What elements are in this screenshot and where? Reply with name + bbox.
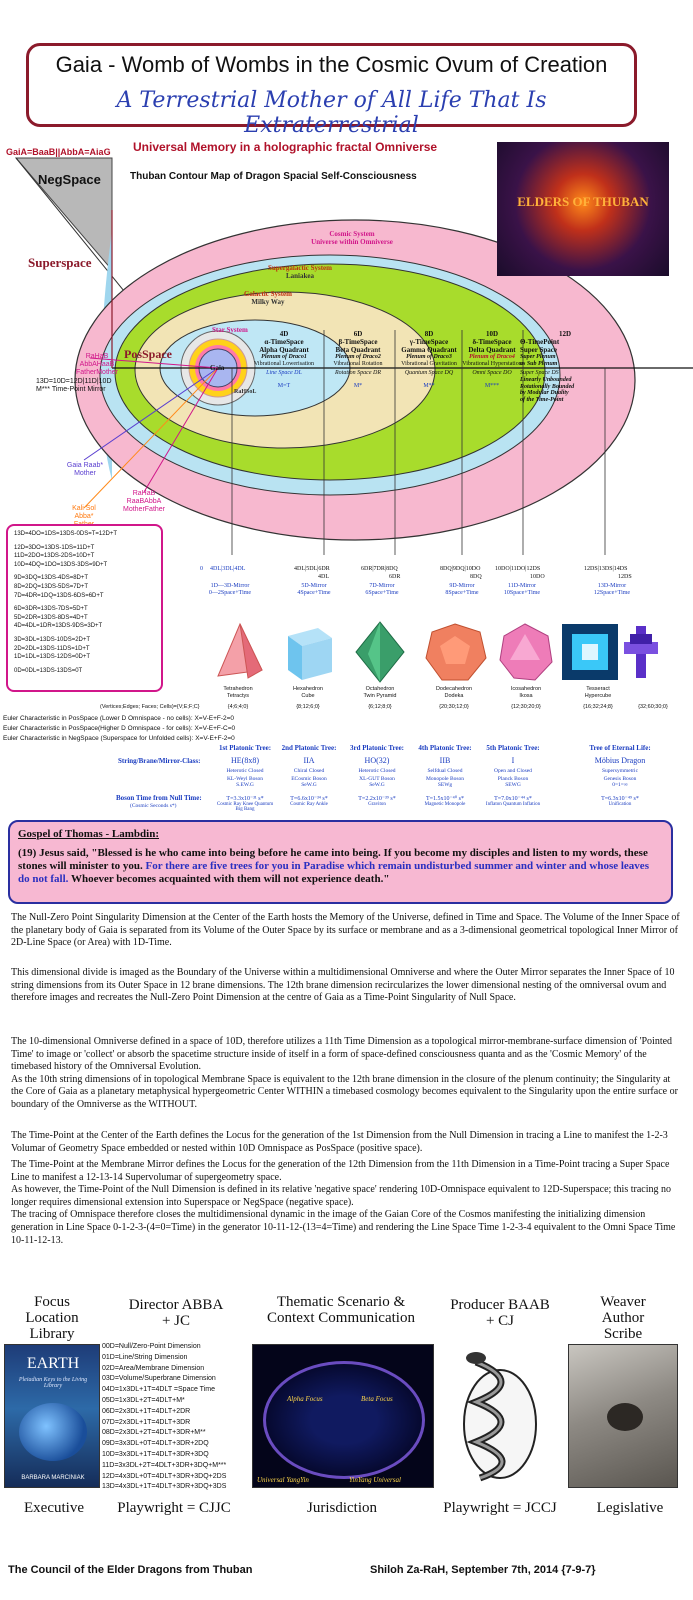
mirror-1: 1D—3D-Mirror 0—2Space+Time: [208, 583, 252, 596]
axis-sub-6: 12DS: [618, 574, 632, 580]
col-heading-producer: Producer BAAB + CJ: [450, 1297, 550, 1329]
gospel-box: [8, 820, 673, 904]
col-heading-thematic: Thematic Scenario & Context Communication: [267, 1294, 415, 1326]
yangyin-label: Universal YangYin: [257, 1476, 309, 1484]
posspace-label: PosSpace: [124, 347, 172, 361]
page-title: Gaia - Womb of Wombs in the Cosmic Ovum of Creation: [55, 52, 608, 77]
axis-tick-0: 0: [200, 566, 203, 572]
label-legislative: Legislative: [596, 1500, 664, 1516]
eq-line: 0D=0DL=13DS-13DS=0T: [14, 667, 83, 674]
eq-line: 4D=4DL=1DR=13DS-9DS=3D+T: [14, 623, 103, 630]
axis-sub-3: 6DR: [389, 574, 401, 580]
axis-tick-4: 8DQ|9DQ|10DO: [440, 566, 481, 572]
axis-sub-2: 4DL: [318, 574, 329, 580]
hypercross-shape: [624, 626, 658, 678]
region-star: Star System: [212, 326, 248, 334]
platonic-solids: [210, 620, 680, 684]
elders-logo-image: [497, 142, 669, 276]
eq-line: 13D=4DO=1DS=13DS-0DS=T=12D+T: [14, 531, 118, 537]
raisol-label: RaHSoL: [234, 389, 257, 395]
quadrant-alpha: 4D α-TimeSpace Alpha Quadrant Plenum of Draco1 Vibrational Lowerisation Line Space DL M=T: [253, 330, 315, 389]
footer-right: Shiloh Za-RaH, September 7th, 2014 {7-9-7}: [370, 1564, 596, 1576]
axis-tick-6: 12DS|13DS|14DS: [584, 566, 628, 572]
negspace-label: NegSpace: [38, 172, 101, 187]
quadrant-beta: 6D β-TimeSpace Beta Quadrant Plenum of Draco2 Vibrational Rotation Rotation Space DR M*: [333, 330, 383, 389]
paragraph-2: This dimensional divide is imaged as the Boundary of the Universe within a multidimensional Omniverse and where the Outer Mirror separates the Inner Space of 10 string dimensions from its Outer Space in 12 brane dimensions. The 12th brane dimension recircularizes the lower dimensional nesting of the omniversal ovum and therefore images and recreates the Null-Zero Point Dimension at the centre of Gaia as a Time-Point Singularity of Null Space.: [11, 967, 675, 1004]
map-heading-red: Universal Memory in a holographic fractal Omniverse: [133, 140, 438, 154]
vertices-label: (Vertices;Edges; Faces; Cells)={V;E;F;C}: [100, 704, 200, 710]
eq-line: 11D=2DO=13DS-2DS=10D+T: [14, 553, 95, 560]
gaia-raab-label: Gaia Raab* Mother: [66, 462, 104, 478]
label-playwright-cjjc: Playwright = CJJC: [117, 1500, 231, 1516]
superspace-label: Superspace: [28, 255, 92, 270]
col-heading-director: Director ABBA + JC: [128, 1297, 224, 1329]
dodecahedron-shape: [426, 624, 486, 680]
mirror-9: 9D-Mirror 8Space+Time: [445, 583, 479, 596]
alpha-focus-label: Alpha Focus: [287, 1395, 323, 1403]
eq-line: 5D=2DR=13DS-8DS=4D+T: [14, 614, 88, 621]
cube-shape: [288, 628, 332, 680]
tetrahedron-shape: [218, 624, 262, 678]
twelve-d-block: 12D Θ-TimePoint Super Space Super Plenum as Sub Plenum Super Space DS Linearly Unbounded Rotationally Bounded by Modular Duality of the Time-Point: [520, 330, 575, 403]
yinyang-label: YinYang Universal: [349, 1476, 401, 1484]
axis-sub-4: 8DQ: [470, 574, 482, 580]
region-galactic: Galactic System Milky Way: [243, 290, 292, 307]
page-subtitle: A Terrestrial Mother of All Life That Is Extraterrestrial: [116, 88, 547, 138]
eq-line: 7D=4DR=1DQ=13DS-6DS=6D+T: [14, 592, 104, 599]
footer-left: The Council of the Elder Dragons from Thuban: [8, 1564, 253, 1576]
dimension-list: 00D=Null/Zero-Point Dimension 01D=Line/String Dimension 02D=Area/Membrane Dimension 03D=Volume/Superbrane Dimension 04D=1x3DL+1T=4DLT =Space Time 05D=1x3DL+2T=4DLT+M* 06D=2x3DL+1T=4DLT+2DR 07D=2x3DL+1T=4DLT+3DR 08D=2x3DL+2T=4DLT+3DR+M** 09D=3x3DL+0T=4DLT+3DR+2DQ 10D=3x3DL+1T=4DLT+3DR+3DQ 11D=3x3DL+2T=4DLT+3DR+3DQ+M*** 12D=4x3DL+0T=4DLT+3DR+3DQ+2DS 13D=4x3DL+1T=4DLT+3DR+3DQ+3DS: [102, 1343, 227, 1491]
book-cover-image: [4, 1344, 100, 1488]
axis-tick-3: 6DR|7DR|8DQ: [361, 566, 398, 572]
beta-focus-label: Beta Focus: [361, 1395, 393, 1403]
eq-line: 6D=3DR=13DS-7DS=5D+T: [14, 606, 88, 613]
octahedron-shape: [356, 622, 404, 682]
eq-line: 8D=2DQ=13DS-5DS=7D+T: [14, 583, 89, 590]
eq-line: 2D=2DL=13DS-11DS=1D+T: [14, 645, 90, 652]
gospel-heading: Gospel of Thomas - Lambdin:: [18, 828, 159, 840]
axis-tick-1: 4DL|3DL|4DL: [210, 566, 246, 572]
logo-text: ELDERS OF THUBAN: [517, 194, 649, 209]
eq-line: 12D=3DO=13DS-1DS=11D+T: [14, 544, 95, 551]
eq-line: 9D=3DQ=13DS-4DS=8D+T: [14, 575, 89, 582]
ovum-shape: [263, 1361, 425, 1479]
col-heading-focus: Focus Location Library: [25, 1294, 79, 1342]
icosahedron-shape: [500, 624, 552, 680]
kali-label: Kali Sol Abba*: [72, 505, 96, 521]
quadrant-gamma: 8D γ-TimeSpace Gamma Quadrant Plenum of Draco3 Vibrational Gravitation Quantum Space DQ M**: [401, 330, 457, 389]
paragraph-4: The Time-Point at the Center of the Earth defines the Locus for the generation of the 1st Dimension from the Null Dimension in tracing a Line to manifest the 1-2-3 Volumar of Geometry Space embedded or nested within 10D Omnispace as PosSpace (positive space).: [11, 1130, 668, 1154]
paragraph-5: The Time-Point at the Membrane Mirror defines the Locus for the generation of the 12th Dimension from the 11th Dimension in a Time-Point tracing a Super Space Line to manifest a 12-13-14 Supervolumar of supergeometry space. As however, the Time-Point of the Null Dimension is defined in its relative 'negative space' rendering 10D-Omnispace equivalent to 12D-Superspace; this tracing no longer requires dimensional extension into Superspace or NegSpace (negative space). The tracing of Omnispace therefore closes the multidimensional dynamic in the image of the Gaian Core of the Cosmos manifesting the initializing dimension generation in Line Space 0-1-2-3-(4=0=Time) in the generator 10-11-12-(13=4=Time) and rendering the Line Space Time 1-2-3-4 equivalent to the Omni Space Time 10-11-12-13.: [11, 1159, 676, 1246]
axis-tick-5: 10DO|11DO|12DS: [495, 566, 541, 572]
label-jurisdiction: Jurisdiction: [307, 1500, 377, 1516]
mirror-5: 5D-Mirror 4Space+Time: [297, 583, 331, 596]
serpent-egg-image: [446, 1342, 554, 1492]
axis-tick-2: 4DL|5DL|6DR: [294, 566, 330, 572]
paragraph-1: The Null-Zero Point Singularity Dimension at the Center of the Earth hosts the Memory of the Universe, defined in Time and Space. The Volume of the Inner Space of the planetary body of Gaia is separated from its Volume of the Outer Space by its surface or membrane and as a 3-dimensional geometrical topological Inner Mirror of 2D-Line Space (or Area) with 1D-Time.: [11, 912, 680, 949]
formula-label: GaiA=BaaB||AbbA=AiaG: [6, 147, 111, 157]
eq-line: 10D=4DQ=1DO=13DS-3DS=9D+T: [14, 561, 108, 568]
gaia-label: Gaia: [210, 364, 225, 372]
cosmic-ovum-image: [252, 1344, 434, 1488]
spider-photo: [568, 1344, 678, 1488]
tesseract-shape: [562, 624, 618, 680]
axis-sub-5: 10DO: [530, 574, 545, 580]
label-playwright-jccj: Playwright = JCCJ: [443, 1500, 557, 1516]
region-cosmic: Cosmic System Universe within Omniverse: [311, 230, 393, 247]
mirror-7: 7D-Mirror 6Space+Time: [365, 583, 399, 596]
gospel-quote: (19) Jesus said, "Blessed is he who came into being before he came into being. If you become my disciples and listen to my words, these stones will minister to you. For there are five trees for you in Paradise which remain undisturbed summer and winter and whose leaves do not fall. Whoever becomes acquainted with them will not experience death.": [18, 847, 649, 885]
rahab-label: RaHaB AbbAHaaB FatherMother: [75, 353, 119, 377]
rahab2-label: RaHaB RaaBAbbA MotherFather: [122, 490, 166, 514]
mirror-13: 13D-Mirror 12Space+Time: [593, 583, 631, 596]
paragraph-3: The 10-dimensional Omniverse defined in a space of 10D, therefore utilizes a 11th Time Dimension as a topological mirror-membrane-surface dimension of 'Pointed Time' to image or 'collect' or absorb the spacetime structure inside of itself in a form of space-defined consciousness quanta and as the 'Cosmic Memory' of the timebased history of the Omniversal Evolution. As the 10th string dimensions of in topological Membrane Space is equivalent to the 12th brane dimension in the closure of the plenum continuity; the Singularity at the Core of Gaia as a planetary metaphysical hypergeometric Center WITHIN a timebased cosmology becomes equivalent to the Singularity upon the entire surface or boundary of the Omniverse as the WITHOUT.: [11, 1036, 678, 1110]
region-supergalactic: Supergalactic System Laniakea: [268, 264, 332, 281]
map-heading-black: Thuban Contour Map of Dragon Spacial Self-Consciousness: [130, 171, 417, 182]
mirror-11: 11D-Mirror 10Space+Time: [503, 583, 541, 596]
dimension-equation-box: [6, 524, 163, 692]
eq-line: 1D=1DL=13DS-12DS=0D+T: [14, 654, 91, 661]
book-subtitle: Pleiadian Keys to the Living Library: [18, 1377, 88, 1389]
spider-body: [607, 1403, 643, 1431]
book-author: BARBARA MARCINIAK: [21, 1475, 85, 1481]
quadrant-delta: 10D δ-TimeSpace Delta Quadrant Plenum of Draco4 Vibrational Hyperstation Omni Space DO M***: [462, 330, 522, 389]
mirror-label-a: 13D=10D=12D|11D|10D: [36, 378, 112, 385]
col-heading-weaver: Weaver Author Scribe: [600, 1294, 646, 1342]
earth-globe: [19, 1403, 87, 1461]
book-title: EARTH: [26, 1355, 80, 1372]
mirror-label-b: M*** Time-Point Mirror: [36, 386, 106, 393]
label-executive: Executive: [24, 1500, 84, 1516]
euler-block: Euler Characteristic in PosSpace (Lower D Omnispace - no cells): X=V-E+F-2=0 Euler Characteristic in PosSpace(Higher D Omnispace - for cells): X=V-E+F-C=0 Euler Characteristic in NegSpace (Superspace for Unfolded cells): X=V-E+F-2=0: [3, 715, 236, 742]
eq-line: 3D=3DL=13DS-10DS=2D+T: [14, 636, 91, 643]
